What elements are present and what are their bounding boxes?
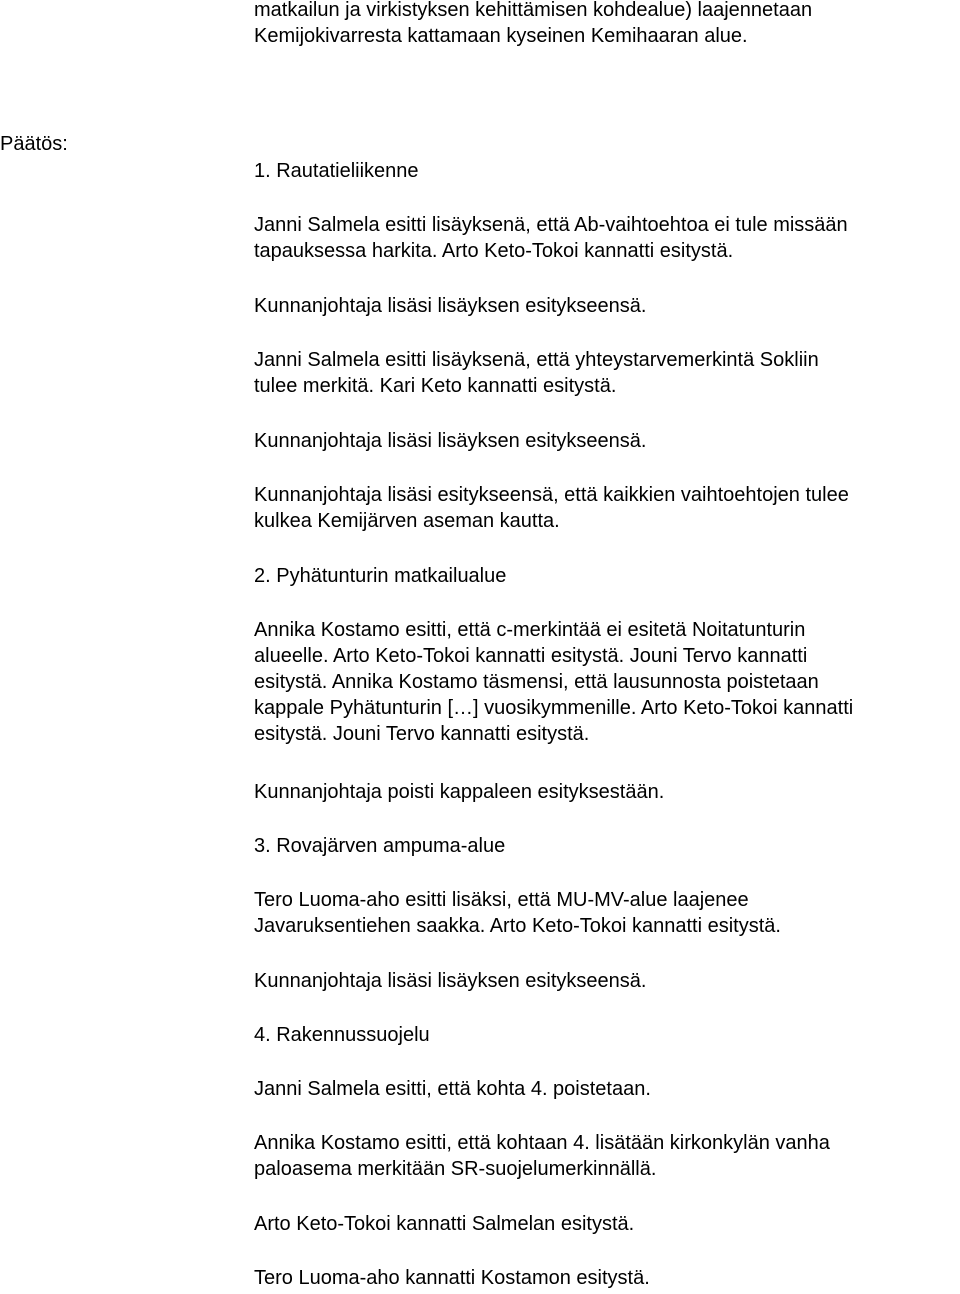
text-line: esitystä. Jouni Tervo kannatti esitystä.	[254, 723, 590, 745]
section-heading-3	[254, 833, 960, 859]
paragraph-proposal	[254, 212, 960, 264]
paragraph-response	[254, 293, 960, 319]
section-heading-1	[254, 158, 960, 184]
paragraph-proposal	[254, 617, 960, 747]
section-heading-4	[254, 1022, 960, 1048]
text-line: Annika Kostamo esitti, että kohtaan 4. lisätään kirkonkylän vanha	[254, 1132, 830, 1154]
text-line: paloasema merkitään SR-suojelumerkinnällä.	[254, 1158, 657, 1180]
paragraph-proposal	[254, 1076, 960, 1102]
text-line: tapauksessa harkita. Arto Keto-Tokoi kannatti esitystä.	[254, 240, 734, 262]
paragraph-response	[254, 968, 960, 994]
text-line: Tero Luoma-aho kannatti Kostamon esitystä.	[254, 1267, 650, 1289]
text-line: 1. Rautatieliikenne	[254, 160, 419, 182]
paragraph-support	[254, 1265, 960, 1291]
paragraph-support	[254, 1211, 960, 1237]
text-line: Janni Salmela esitti lisäyksenä, että yhteystarvemerkintä Sokliin	[254, 349, 819, 371]
text-line: Annika Kostamo esitti, että c-merkintää ei esitetä Noitatunturin	[254, 619, 806, 641]
text-line: Kunnanjohtaja lisäsi lisäyksen esitykseensä.	[254, 970, 647, 992]
section-heading-2	[254, 563, 960, 589]
paragraph-response	[254, 482, 960, 534]
text-line: alueelle. Arto Keto-Tokoi kannatti esitystä. Jouni Tervo kannatti	[254, 645, 808, 667]
text-line: Arto Keto-Tokoi kannatti Salmelan esitystä.	[254, 1213, 635, 1235]
paragraph-proposal	[254, 347, 960, 399]
decision-label: Päätös:	[0, 133, 68, 155]
text-line: Kunnanjohtaja lisäsi esitykseensä, että kaikkien vaihtoehtojen tulee	[254, 484, 849, 506]
text-line: esitystä. Annika Kostamo täsmensi, että lausunnosta poistetaan	[254, 671, 819, 693]
paragraph-response	[254, 779, 960, 805]
text-line: Kunnanjohtaja lisäsi lisäyksen esitykseensä.	[254, 430, 647, 452]
text-line: tulee merkitä. Kari Keto kannatti esitystä.	[254, 375, 617, 397]
text-line: matkailun ja virkistyksen kehittämisen kohdealue) laajennetaan	[254, 0, 813, 21]
paragraph-response	[254, 428, 960, 454]
paragraph-proposal	[254, 1130, 960, 1182]
text-line: Javaruksentiehen saakka. Arto Keto-Tokoi kannatti esitystä.	[254, 915, 781, 937]
text-line: kulkea Kemijärven aseman kautta.	[254, 510, 560, 532]
text-line: Janni Salmela esitti, että kohta 4. poistetaan.	[254, 1078, 651, 1100]
text-line: Kemijokivarresta kattamaan kyseinen Kemihaaran alue.	[254, 25, 748, 47]
text-line: 4. Rakennussuojelu	[254, 1024, 430, 1046]
text-line: 3. Rovajärven ampuma-alue	[254, 835, 506, 857]
text-line: kappale Pyhätunturin […] vuosikymmenille. Arto Keto-Tokoi kannatti	[254, 697, 854, 719]
paragraph-proposal	[254, 887, 960, 939]
text-line: 2. Pyhätunturin matkailualue	[254, 565, 507, 587]
paragraph-intro-continuation	[254, 0, 960, 49]
text-line: Tero Luoma-aho esitti lisäksi, että MU-MV-alue laajenee	[254, 889, 749, 911]
text-line: Kunnanjohtaja lisäsi lisäyksen esitykseensä.	[254, 295, 647, 317]
text-line: Kunnanjohtaja poisti kappaleen esityksestään.	[254, 781, 665, 803]
text-line: Janni Salmela esitti lisäyksenä, että Ab-vaihtoehtoa ei tule missään	[254, 214, 848, 236]
